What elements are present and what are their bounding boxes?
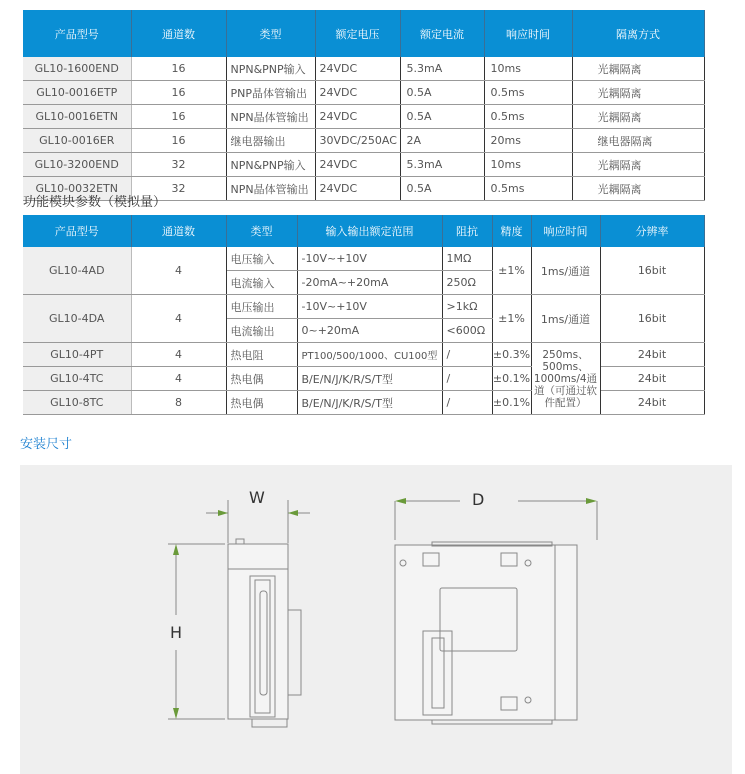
isolation-cell: 光耦隔离 xyxy=(572,177,704,201)
device-drawing xyxy=(20,465,732,774)
range-cell: PT100/500/1000、CU100型 xyxy=(297,343,442,367)
dimension-diagram xyxy=(20,465,732,774)
isolation-cell: 继电器隔离 xyxy=(572,129,704,153)
height-label: H xyxy=(170,623,183,642)
response-cell: 20ms xyxy=(484,129,572,153)
impedance-cell: 250Ω xyxy=(442,271,492,295)
table-row xyxy=(23,343,704,367)
header-cell: 精度 xyxy=(492,215,531,247)
isolation-cell: 光耦隔离 xyxy=(572,105,704,129)
model-cell: GL10-0032ETN xyxy=(23,177,131,201)
channels-cell: 4 xyxy=(131,343,226,367)
response-cell: 10ms xyxy=(484,57,572,81)
accuracy-cell: ±0.1% xyxy=(492,367,531,391)
header-cell: 响应时间 xyxy=(484,10,572,57)
current-cell: 0.5A xyxy=(400,105,484,129)
table-row xyxy=(23,81,704,105)
table-row xyxy=(23,105,704,129)
voltage-cell: 24VDC xyxy=(315,81,400,105)
channels-cell: 8 xyxy=(131,391,226,415)
channels-cell: 4 xyxy=(131,367,226,391)
channels-cell: 16 xyxy=(131,105,226,129)
table-row xyxy=(23,129,704,153)
analog-section-title: 功能模块参数（模拟量） xyxy=(23,195,167,210)
type-cell: 电压输入 xyxy=(226,247,297,271)
model-cell: GL10-0016ETN xyxy=(23,105,131,129)
range-cell: -20mA~+20mA xyxy=(297,271,442,295)
range-cell: -10V~+10V xyxy=(297,295,442,319)
type-cell: 电流输出 xyxy=(226,319,297,343)
response-cell: 0.5ms xyxy=(484,81,572,105)
channels-cell: 4 xyxy=(131,295,226,343)
voltage-cell: 30VDC/250AC xyxy=(315,129,400,153)
response-cell: 10ms xyxy=(484,153,572,177)
table-row xyxy=(23,247,704,271)
isolation-cell: 光耦隔离 xyxy=(572,57,704,81)
header-cell: 输入输出额定范围 xyxy=(297,215,442,247)
type-cell: NPN晶体管输出 xyxy=(226,105,315,129)
response-cell: 0.5ms xyxy=(484,105,572,129)
model-cell: GL10-4AD xyxy=(23,247,131,295)
model-cell: GL10-1600END xyxy=(23,57,131,81)
header-cell: 分辨率 xyxy=(600,215,704,247)
current-cell: 5.3mA xyxy=(400,57,484,81)
analog-module-table xyxy=(23,215,705,415)
model-cell: GL10-4PT xyxy=(23,343,131,367)
header-cell: 阻抗 xyxy=(442,215,492,247)
resolution-cell: 24bit xyxy=(600,391,704,415)
response-cell: 250ms、500ms、1000ms/4通道（可通过软件配置） xyxy=(531,343,600,415)
header-cell: 产品型号 xyxy=(23,10,131,57)
model-cell: GL10-0016ER xyxy=(23,129,131,153)
channels-cell: 16 xyxy=(131,57,226,81)
channels-cell: 32 xyxy=(131,153,226,177)
resolution-cell: 16bit xyxy=(600,247,704,295)
header-cell: 类型 xyxy=(226,10,315,57)
header-cell: 通道数 xyxy=(131,215,226,247)
type-cell: 热电阻 xyxy=(226,343,297,367)
impedance-cell: / xyxy=(442,343,492,367)
header-cell: 通道数 xyxy=(131,10,226,57)
model-cell: GL10-4DA xyxy=(23,295,131,343)
model-cell: GL10-8TC xyxy=(23,391,131,415)
voltage-cell: 24VDC xyxy=(315,153,400,177)
header-cell: 产品型号 xyxy=(23,215,131,247)
channels-cell: 32 xyxy=(131,177,226,201)
type-cell: NPN晶体管输出 xyxy=(226,177,315,201)
impedance-cell: / xyxy=(442,391,492,415)
table-header xyxy=(23,10,704,57)
model-cell: GL10-0016ETP xyxy=(23,81,131,105)
type-cell: NPN&PNP输入 xyxy=(226,57,315,81)
current-cell: 0.5A xyxy=(400,81,484,105)
table-row xyxy=(23,153,704,177)
header-cell: 额定电压 xyxy=(315,10,400,57)
voltage-cell: 24VDC xyxy=(315,177,400,201)
accuracy-cell: ±0.1% xyxy=(492,391,531,415)
table-row xyxy=(23,57,704,81)
response-cell: 1ms/通道 xyxy=(531,295,600,343)
response-cell: 1ms/通道 xyxy=(531,247,600,295)
table-row xyxy=(23,295,704,319)
impedance-cell: <600Ω xyxy=(442,319,492,343)
header-cell: 额定电流 xyxy=(400,10,484,57)
type-cell: PNP晶体管输出 xyxy=(226,81,315,105)
accuracy-cell: ±0.3% xyxy=(492,343,531,367)
depth-label: D xyxy=(472,490,485,509)
response-cell: 0.5ms xyxy=(484,177,572,201)
range-cell: 0~+20mA xyxy=(297,319,442,343)
impedance-cell: >1kΩ xyxy=(442,295,492,319)
type-cell: 继电器输出 xyxy=(226,129,315,153)
impedance-cell: 1MΩ xyxy=(442,247,492,271)
resolution-cell: 24bit xyxy=(600,343,704,367)
resolution-cell: 16bit xyxy=(600,295,704,343)
voltage-cell: 24VDC xyxy=(315,105,400,129)
range-cell: B/E/N/J/K/R/S/T型 xyxy=(297,367,442,391)
table-row xyxy=(23,367,704,391)
header-cell: 隔离方式 xyxy=(572,10,704,57)
header-cell: 类型 xyxy=(226,215,297,247)
channels-cell: 16 xyxy=(131,81,226,105)
channels-cell: 4 xyxy=(131,247,226,295)
voltage-cell: 24VDC xyxy=(315,57,400,81)
header-cell: 响应时间 xyxy=(531,215,600,247)
type-cell: 热电偶 xyxy=(226,391,297,415)
width-label: W xyxy=(249,488,265,507)
resolution-cell: 24bit xyxy=(600,367,704,391)
range-cell: -10V~+10V xyxy=(297,247,442,271)
accuracy-cell: ±1% xyxy=(492,295,531,343)
table-row xyxy=(23,391,704,415)
type-cell: NPN&PNP输入 xyxy=(226,153,315,177)
type-cell: 电压输出 xyxy=(226,295,297,319)
accuracy-cell: ±1% xyxy=(492,247,531,295)
isolation-cell: 光耦隔离 xyxy=(572,153,704,177)
current-cell: 2A xyxy=(400,129,484,153)
impedance-cell: / xyxy=(442,367,492,391)
type-cell: 热电偶 xyxy=(226,367,297,391)
table-header xyxy=(23,215,704,247)
channels-cell: 16 xyxy=(131,129,226,153)
isolation-cell: 光耦隔离 xyxy=(572,81,704,105)
model-cell: GL10-3200END xyxy=(23,153,131,177)
current-cell: 0.5A xyxy=(400,177,484,201)
model-cell: GL10-4TC xyxy=(23,367,131,391)
current-cell: 5.3mA xyxy=(400,153,484,177)
install-section-title: 安装尺寸 xyxy=(20,437,73,452)
digital-module-table xyxy=(23,10,705,201)
type-cell: 电流输入 xyxy=(226,271,297,295)
range-cell: B/E/N/J/K/R/S/T型 xyxy=(297,391,442,415)
